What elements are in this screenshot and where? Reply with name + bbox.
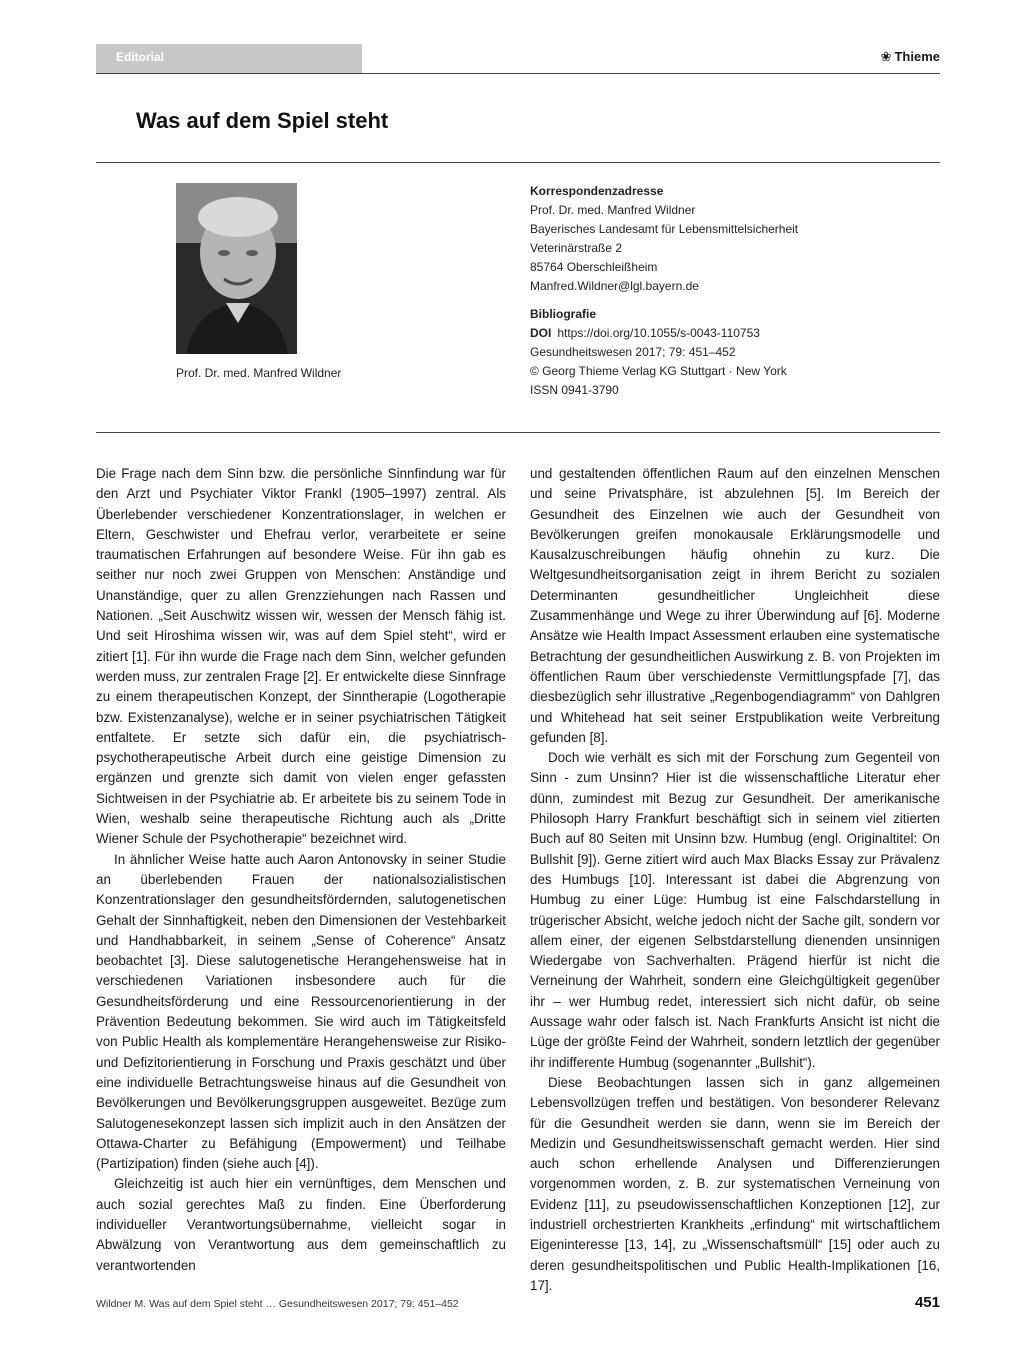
body-paragraph: und gestaltenden öffentlichen Raum auf den einzelnen Menschen und seine Privatsphäre, ist abzulehnen [5]. Im Bereich der Gesundheit des Einzelnen wie auch der Gesundheit von Bevölkerungen greifen monokausale Erklärungsmodelle und Kausalzuschreibungen häufig ohnehin zu kurz. Die Weltgesundheitsorganisation zeigt in ihrem Bericht zu sozialen Determinanten gesundheitlicher Ungleichheit diese Zusammenhänge und Wege zu ihrer Überwindung auf [6]. Moderne Ansätze wie Health Impact Assessment erlauben eine systematische Betrachtung der gesundheitlichen Auswirkung z. B. von Projekten im öffentlichen Raum über verschiedenste Vermittlungspfade [7], das diesbezüglich sehr illustrative „Regenbogendiagramm“ von Dahlgren und Whitehead hat seit seiner Erstpublikation weite Verbreitung gefunden [8].	[530, 466, 940, 745]
correspondence-line: Prof. Dr. med. Manfred Wildner	[530, 203, 696, 217]
article-info	[530, 182, 930, 409]
thieme-logo-icon: ❀	[880, 49, 892, 64]
correspondence-heading: Korrespondenzadresse	[530, 184, 664, 198]
bibliography-heading: Bibliografie	[530, 307, 597, 321]
bibliography-line: ISSN 0941-3790	[530, 383, 619, 397]
body-paragraph: In ähnlicher Weise hatte auch Aaron Antonovsky in seiner Studie an überlebenden Frauen der nationalsozialistischen Konzentrationslager den gesundheitsfördernden, salutogenetischen Gehalt der Sinnhaftigkeit, neben den Dimensionen der Vestehbarkeit und Handhabbarkeit, in seinem „Sense of Coherence“ Ansatz beobachtet [3]. Diese salutogenetische Herangehensweise hat in verschiedenen Variationen insbesondere auch für die Gesundheitsförderung und eine Ressourcenorientierung in der Prävention Bedeutung bekommen. Sie wird auch im Tätigkeitsfeld von Public Health als komplementäre Herangehensweise zur Risiko- und Defizitorientierung in Forschung und Praxis geschätzt und über eine individuelle Betrachtungsweise hinaus auf die Gesundheit von Bevölkerungen und Bevölkerungsgruppen ausgeweitet. Bezüge zum Salutogenesekonzept lassen sich implizit auch in den Ansätzen der Ottawa-Charter zu Befähigung (Empowerment) und Teilhabe (Partizipation) finden (siehe auch [4]).	[96, 851, 506, 1172]
body-column-left	[96, 464, 506, 1276]
body-paragraph: Diese Beobachtungen lassen sich in ganz allgemeinen Lebensvollzügen treffen und bestätigen. Von besonderer Relevanz für die Gesundheit werden sie dann, wenn sie im Bereich der Medizin und Gesundheitswissenschaft gemacht werden. Hier sind auch schon erhellende Analysen und Differenzierungen vorgenommen worden, z. B. zur systematischen Verneinung von Evidenz [11], zu pseudowissenschaftlichen Konzeptionen [12], zur industriell orchestrierten Krankheits „erfindung“ mit wirtschaftlichem Eigeninteresse [13, 14], zu „Wissenschaftsmüll“ [15] oder auch zu deren gesundheitspolitischen und Public Health-Implikationen [16, 17].	[530, 1074, 940, 1293]
correspondence-email[interactable]: Manfred.Wildner@lgl.bayern.de	[530, 279, 699, 293]
body-paragraph: Doch wie verhält es sich mit der Forschung zum Gegenteil von Sinn - zum Unsinn? Hier ist die wissenschaftliche Literatur eher dünn, zumindest mit Bezug zur Gesundheit. Der amerikanische Philosoph Harry Frankfurt beschäftigt sich in seinem viel zitierten Buch auf 80 Seiten mit Unsinn bzw. Humbug (engl. Originaltitel: On Bullshit [9]). Gerne zitiert wird auch Max Blacks Essay zur Prävalenz des Humbugs [10]. Interessant ist dabei die Abgrenzung von Humbug zu einer Lüge: Humbug ist eine Falschdarstellung in trügerischer Absicht, welche jedoch nicht der Sache gilt, sondern vor allem einer, der eigenen Selbstdarstellung dienenden unsinnigen Wiedergabe von Sachverhalten. Prägend hierfür ist nicht die Verneinung der Wahrheit, sondern eine Gleichgültigkeit gegenüber ihr – wer Humbug redet, interessiert sich nicht dafür, ob seine Aussage wahr oder falsch ist. Nach Frankfurts Ansicht ist nicht die Lüge der größte Feind der Wahrheit, sondern letztlich der gegenüber ihr indifferente Humbug (sogenannter „Bullshit“).	[530, 750, 940, 1070]
correspondence-line: Bayerisches Landesamt für Lebensmittelsicherheit	[530, 222, 799, 236]
author-portrait-image	[176, 183, 297, 354]
footer-citation: Wildner M. Was auf dem Spiel steht … Gesundheitswesen 2017; 79: 451–452	[96, 1298, 459, 1310]
header-divider	[96, 73, 940, 74]
correspondence-block	[530, 182, 930, 296]
bibliography-line: Gesundheitswesen 2017; 79: 451–452	[530, 345, 736, 359]
doi-link[interactable]: https://doi.org/10.1055/s-0043-110753	[557, 326, 760, 340]
correspondence-line: Veterinärstraße 2	[530, 241, 623, 255]
bibliography-block	[530, 305, 930, 400]
photo-caption: Prof. Dr. med. Manfred Wildner	[176, 366, 342, 380]
doi-line	[530, 324, 930, 343]
article-title: Was auf dem Spiel steht	[136, 108, 389, 133]
title-divider	[96, 162, 940, 163]
body-column-right	[530, 464, 940, 1296]
info-divider	[96, 432, 940, 433]
body-paragraph: Die Frage nach dem Sinn bzw. die persönliche Sinnfindung war für den Arzt und Psychiater Viktor Frankl (1905–1997) zentral. Als Überlebender verschiedener Konzentrationslager, in welchen er Eltern, Geschwister und Ehefrau verlor, verarbeitete er seine traumatischen Erfahrungen auf besondere Weise. Für ihn gab es seither nur noch zwei Gruppen von Menschen: Anständige und Unanständige, quer zu allen Grenzziehungen nach Rassen und Nationen. „Seit Auschwitz wissen wir, wessen der Mensch fähig ist. Und seit Hiroshima wissen wir, was auf dem Spiel steht“, wird er zitiert [1]. Für ihn wurde die Frage nach dem Sinn, welcher gefunden werden muss, zur zentralen Frage [2]. Er entwickelte diese Sinnfrage zu einem therapeutischen Konzept, der Sinntherapie (Logotherapie bzw. Existenzanalyse), welche er in seiner psychiatrischen Tätigkeit entfaltete. Er setzte sich dafür ein, die psychiatrisch-psychotherapeutische Arbeit durch eine geistige Dimension zu ergänzen und grenzte sich damit von vielen enger gefassten Sichtweisen in der Psychiatrie ab. Er arbeitete bis zu seinem Tode in Wien, weshalb seine therapeutische Richtung auch als „Dritte Wiener Schule der Psychotherapie“ bezeichnet wird.	[96, 466, 506, 847]
author-photo	[176, 183, 297, 354]
body-paragraph: Gleichzeitig ist auch hier ein vernünftiges, dem Menschen und auch sozial gerechtes Maß zu finden. Eine Überforderung individueller Verantwortungsübernahme, vielleicht sogar in Abwälzung von Verantwortung aus dem gemeinschaftlich zu verantwortenden	[96, 1176, 506, 1273]
section-label: Editorial	[96, 44, 362, 73]
correspondence-line: 85764 Oberschleißheim	[530, 260, 658, 274]
doi-label: DOI	[530, 326, 552, 340]
publisher-name: Thieme	[894, 49, 940, 64]
publisher-brand	[881, 49, 940, 65]
bibliography-line: © Georg Thieme Verlag KG Stuttgart · New York	[530, 364, 787, 378]
page-number: 451	[914, 1294, 940, 1311]
